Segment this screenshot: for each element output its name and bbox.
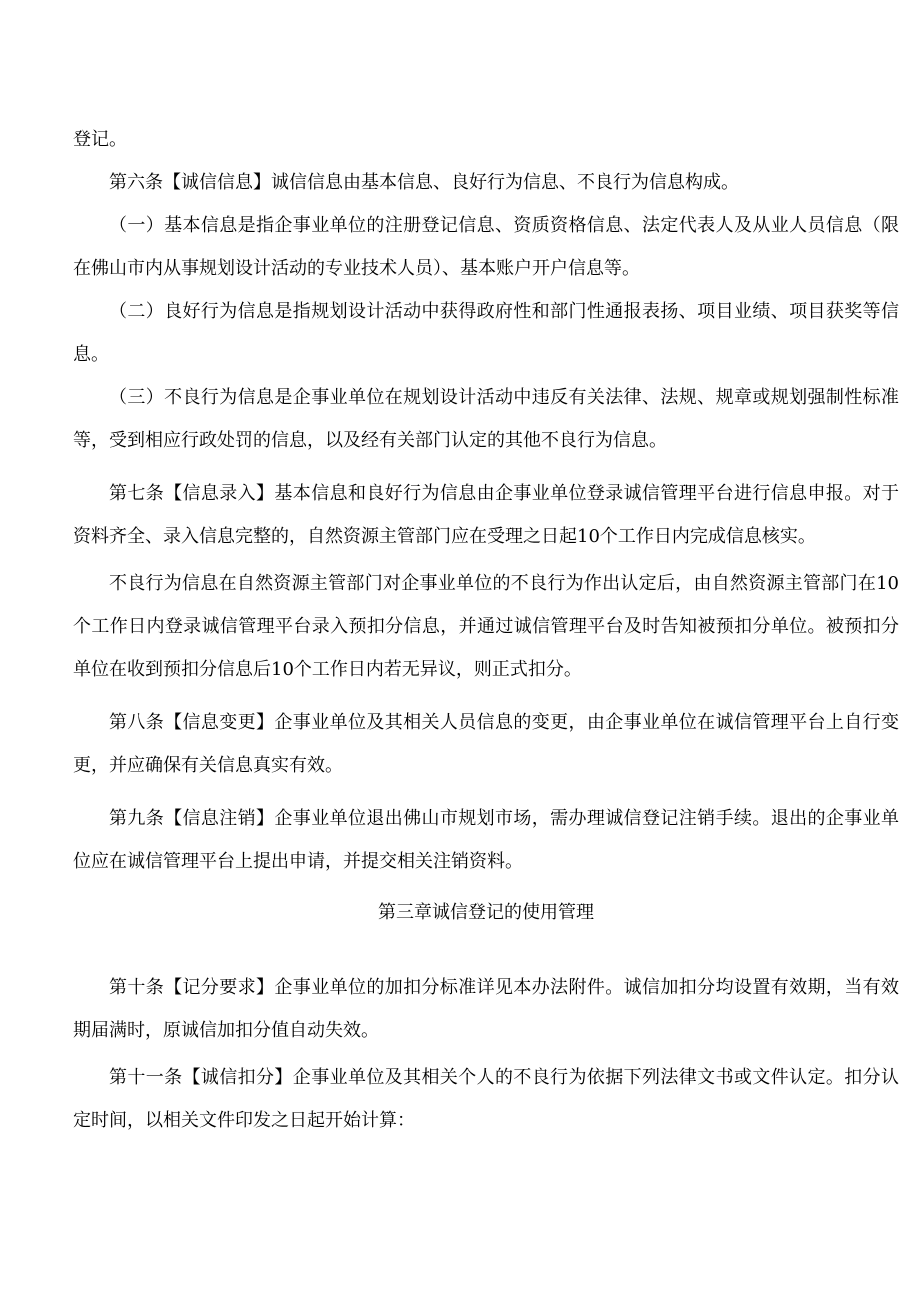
article-9: 第九条【信息注销】企事业单位退出佛山市规划市场，需办理诚信登记注销手续。退出的企事业单位应在诚信管理平台上提出申请，并提交相关注销资料。: [73, 808, 899, 872]
article-6: 第六条【诚信信息】诚信信息由基本信息、良好行为信息、不良行为信息构成。: [109, 172, 739, 193]
article-6-item-1: （一）基本信息是指企事业单位的注册登记信息、资质资格信息、法定代表人及从业人员信息（限在佛山市内从事规划设计活动的专业技术人员）、基本账户开户信息等。: [73, 215, 899, 279]
article-6-item-2: （二）良好行为信息是指规划设计活动中获得政府性和部门性通报表扬、项目业绩、项目获奖等信息。: [73, 301, 899, 365]
article-7: 第七条【信息录入】基本信息和良好行为信息由企事业单位登录诚信管理平台进行信息申报。对于资料齐全、录入信息完整的，自然资源主管部门应在受理之日起10个工作日内完成信息核实。: [73, 483, 899, 547]
article-7-paragraph-2: 不良行为信息在自然资源主管部门对企事业单位的不良行为作出认定后，由自然资源主管部门在10个工作日内登录诚信管理平台录入预扣分信息，并通过诚信管理平台及时告知被预扣分单位。被预扣分单位在收到预扣分信息后10个工作日内若无异议，则正式扣分。: [73, 573, 899, 680]
chapter-3-heading: 第三章诚信登记的使用管理: [378, 902, 594, 923]
paragraph-continuation: 登记。: [73, 129, 127, 150]
document-page: [73, 118, 899, 1142]
article-10: 第十条【记分要求】企事业单位的加扣分标准详见本办法附件。诚信加扣分均设置有效期，当有效期届满时，原诚信加扣分值自动失效。: [73, 977, 899, 1041]
article-8: 第八条【信息变更】企事业单位及其相关人员信息的变更，由企事业单位在诚信管理平台上自行变更，并应确保有关信息真实有效。: [73, 712, 899, 776]
article-6-item-3: （三）不良行为信息是企事业单位在规划设计活动中违反有关法律、法规、规章或规划强制性标准等，受到相应行政处罚的信息，以及经有关部门认定的其他不良行为信息。: [73, 387, 899, 451]
article-11: 第十一条【诚信扣分】企事业单位及其相关个人的不良行为依据下列法律文书或文件认定。扣分认定时间，以相关文件印发之日起开始计算：: [73, 1067, 899, 1131]
